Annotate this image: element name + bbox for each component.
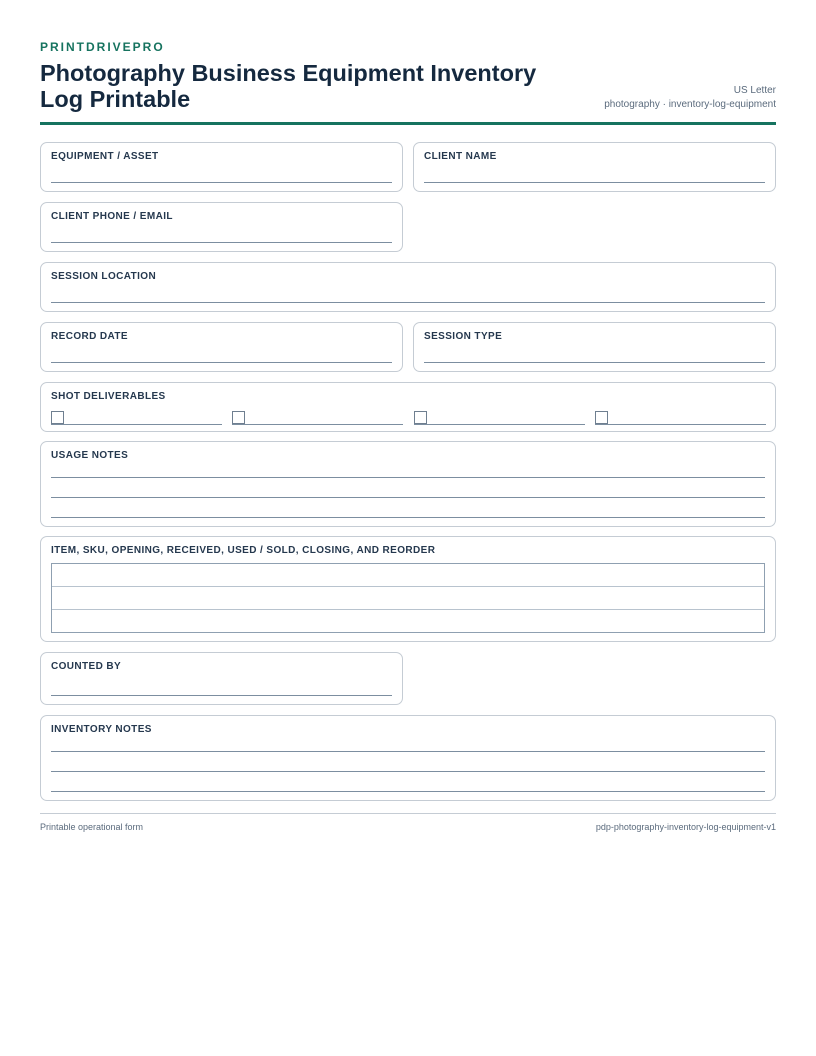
deliverable-line[interactable] [414,424,585,425]
page-header [40,40,776,112]
client-phone-email-input[interactable] [51,242,392,243]
footer-divider [40,813,776,814]
deliverable-item [232,411,403,424]
client-name-input[interactable] [424,182,765,183]
checkbox[interactable] [51,411,64,424]
inventory-notes-line[interactable] [51,791,765,792]
counted-by-label: COUNTED BY [51,661,122,672]
usage-notes-line[interactable] [51,497,765,498]
inventory-notes-field [40,715,776,801]
inventory-table-label: ITEM, SKU, OPENING, RECEIVED, USED / SOLD, CLOSING, AND REORDER [51,545,436,556]
inventory-table [51,563,765,633]
table-row[interactable] [52,610,764,633]
client-name-field [413,142,776,192]
checkbox[interactable] [595,411,608,424]
inventory-notes-line[interactable] [51,771,765,772]
deliverable-line[interactable] [51,424,222,425]
deliverable-line[interactable] [595,424,766,425]
equipment-asset-input[interactable] [51,182,392,183]
deliverable-item [51,411,222,424]
checkbox[interactable] [232,411,245,424]
brand-logo-text: PRINTDRIVEPRO [40,40,165,54]
session-location-field [40,262,776,312]
shot-deliverables-label: SHOT DELIVERABLES [51,391,166,402]
tags-label: photography · inventory-log-equipment [604,98,776,110]
session-type-input[interactable] [424,362,765,363]
table-row[interactable] [52,587,764,610]
client-phone-email-label: CLIENT PHONE / EMAIL [51,211,173,222]
header-divider [40,122,776,125]
counted-by-input[interactable] [51,695,392,696]
session-type-field [413,322,776,372]
client-phone-email-field [40,202,403,252]
counted-by-field [40,652,403,705]
equipment-asset-label: EQUIPMENT / ASSET [51,151,159,162]
paper-size-label: US Letter [733,85,776,96]
deliverable-item [595,411,766,424]
usage-notes-line[interactable] [51,517,765,518]
record-date-input[interactable] [51,362,392,363]
footer-left-text: Printable operational form [40,822,144,832]
inventory-table-section [40,536,776,642]
session-location-input[interactable] [51,302,765,303]
usage-notes-label: USAGE NOTES [51,450,129,461]
checkbox[interactable] [414,411,427,424]
session-location-label: SESSION LOCATION [51,271,157,282]
footer-form-id: pdp-photography-inventory-log-equipment-v1 [595,822,776,832]
shot-deliverables-field [40,382,776,432]
page-meta [604,84,776,111]
equipment-asset-field [40,142,403,192]
table-row[interactable] [52,564,764,587]
client-name-label: CLIENT NAME [424,151,497,162]
deliverable-item [414,411,585,424]
deliverable-line[interactable] [232,424,403,425]
page-title: Photography Business Equipment Inventory Log Printable [40,60,537,112]
record-date-label: RECORD DATE [51,331,128,342]
session-type-label: SESSION TYPE [424,331,503,342]
usage-notes-field [40,441,776,527]
inventory-notes-line[interactable] [51,751,765,752]
usage-notes-line[interactable] [51,477,765,478]
record-date-field [40,322,403,372]
inventory-notes-label: INVENTORY NOTES [51,724,152,735]
